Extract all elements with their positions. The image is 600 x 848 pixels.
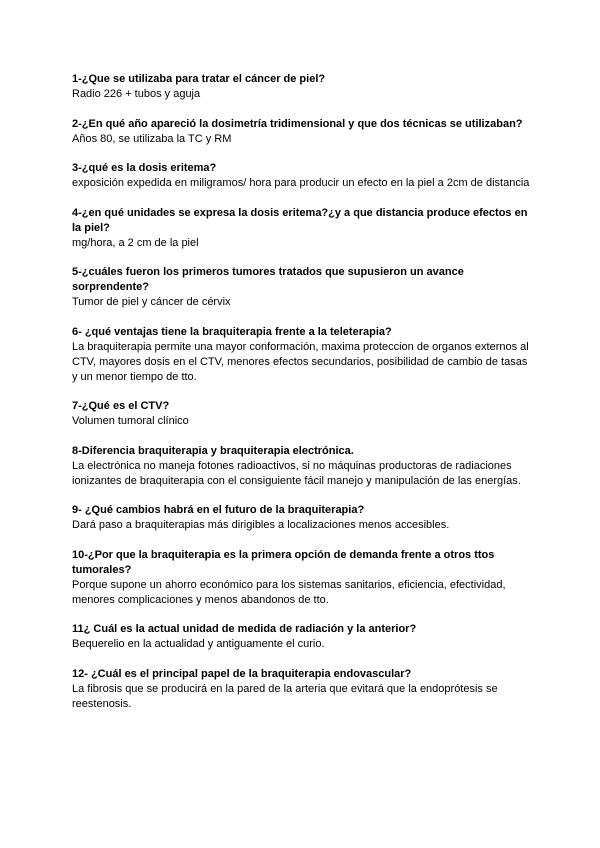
qa-item-4 [72, 206, 530, 251]
question-text: 12- ¿Cuál es el principal papel de la braquiterapia endovascular? [72, 667, 412, 680]
answer-text: La braquiterapia permite una mayor conformación, maxima proteccion de organos externos al CTV, mayores dosis en el CTV, menores efectos secundarios, posibilidad de cambio de tasas y un menor tiempo de tto. [72, 340, 529, 383]
answer-text: Bequerelio en la actualidad y antiguamente el curio. [72, 638, 325, 650]
qa-item-11 [72, 622, 530, 652]
answer-text: Radio 226 + tubos y aguja [72, 88, 201, 100]
qa-item-7 [72, 399, 530, 429]
qa-item-8 [72, 444, 530, 489]
question-text: 6- ¿qué ventajas tiene la braquiterapia frente a la teleterapia? [72, 325, 392, 338]
qa-item-2 [72, 117, 530, 147]
answer-text: Dará paso a braquiterapias más dirigibles a localizaciones menos accesibles. [72, 519, 450, 531]
question-text: 8-Diferencia braquiterapia y braquiterapia electrónica. [72, 444, 354, 457]
qa-item-3 [72, 161, 530, 191]
question-text: 7-¿Qué es el CTV? [72, 400, 170, 412]
answer-text: exposición expedida en miligramos/ hora para producir un efecto en la piel a 2cm de distancia [72, 177, 530, 189]
answer-text: Tumor de piel y cáncer de cérvix [72, 296, 231, 308]
answer-text: La fibrosis que se producirá en la pared de la arteria que evitará que la endoprótesis se reestenosis. [72, 682, 498, 710]
qa-item-9 [72, 503, 530, 533]
qa-item-10 [72, 548, 530, 608]
answer-text: Volumen tumoral clínico [72, 415, 189, 427]
answer-text: mg/hora, a 2 cm de la piel [72, 236, 199, 249]
question-text: 10-¿Por que la braquiterapia es la primera opción de demanda frente a otros ttos tumorales? [72, 548, 495, 576]
qa-item-12 [72, 667, 530, 712]
question-text: 5-¿cuáles fueron los primeros tumores tratados que supusieron un avance sorprendente? [72, 266, 464, 293]
answer-text: La electrónica no maneja fotones radioactivos, si no máquinas productoras de radiaciones ionizantes de braquiterapia con el consiguiente fácil manejo y manipulación de las energías. [72, 459, 521, 487]
answer-text: Años 80, se utilizaba la TC y RM [72, 132, 232, 145]
question-text: 3-¿qué es la dosis eritema? [72, 162, 217, 174]
question-text: 4-¿en qué unidades se expresa la dosis eritema?¿y a que distancia produce efectos en la piel? [72, 206, 528, 234]
question-text: 2-¿En qué año apareció la dosimetría tridimensional y que dos técnicas se utilizaban? [72, 117, 523, 130]
question-text: 9- ¿Qué cambios habrá en el futuro de la braquiterapia? [72, 504, 365, 516]
qa-item-1 [72, 72, 530, 102]
answer-text: Porque supone un ahorro económico para los sistemas sanitarios, eficiencia, efectividad, menores complicaciones y menos abandonos de tto. [72, 578, 506, 606]
question-text: 11¿ Cuál es la actual unidad de medida de radiación y la anterior? [72, 623, 417, 635]
question-text: 1-¿Que se utilizaba para tratar el cáncer de piel? [72, 73, 326, 85]
qa-item-6 [72, 325, 530, 385]
qa-item-5 [72, 265, 530, 310]
